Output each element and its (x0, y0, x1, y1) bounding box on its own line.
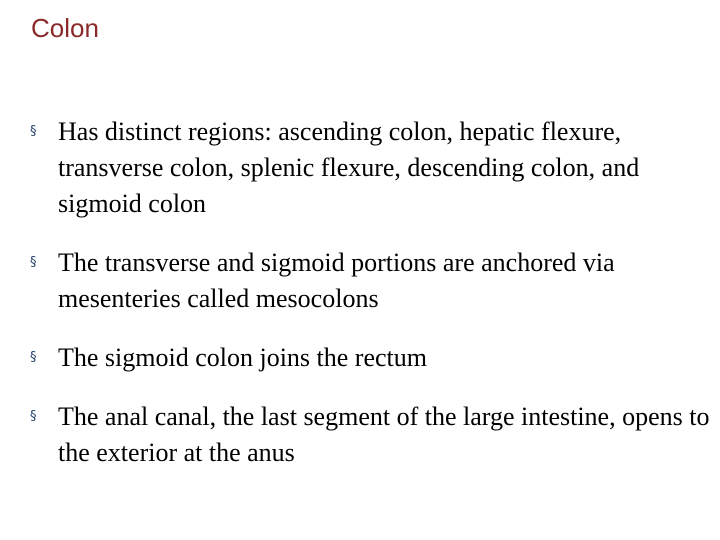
bullet-text: The sigmoid colon joins the rectum (58, 343, 427, 372)
bullet-item-rectum (30, 340, 710, 376)
bullet-text: The anal canal, the last segment of the large intestine, opens to the exterior at the anus (58, 402, 710, 467)
bullet-item-regions (30, 114, 710, 222)
bullet-marker-icon: § (30, 124, 37, 139)
bullet-marker-icon: § (30, 350, 37, 365)
bullet-marker-icon: § (30, 409, 37, 424)
bullet-text: The transverse and sigmoid portions are anchored via mesenteries called mesocolons (58, 248, 615, 313)
bullet-item-anal-canal (30, 399, 710, 471)
bullet-list (30, 114, 710, 494)
slide-title: Colon (31, 13, 99, 43)
bullet-item-mesocolons (30, 245, 710, 317)
bullet-text: Has distinct regions: ascending colon, hepatic flexure, transverse colon, splenic flexure, descending colon, and sigmoid colon (58, 117, 640, 218)
bullet-marker-icon: § (30, 255, 37, 270)
